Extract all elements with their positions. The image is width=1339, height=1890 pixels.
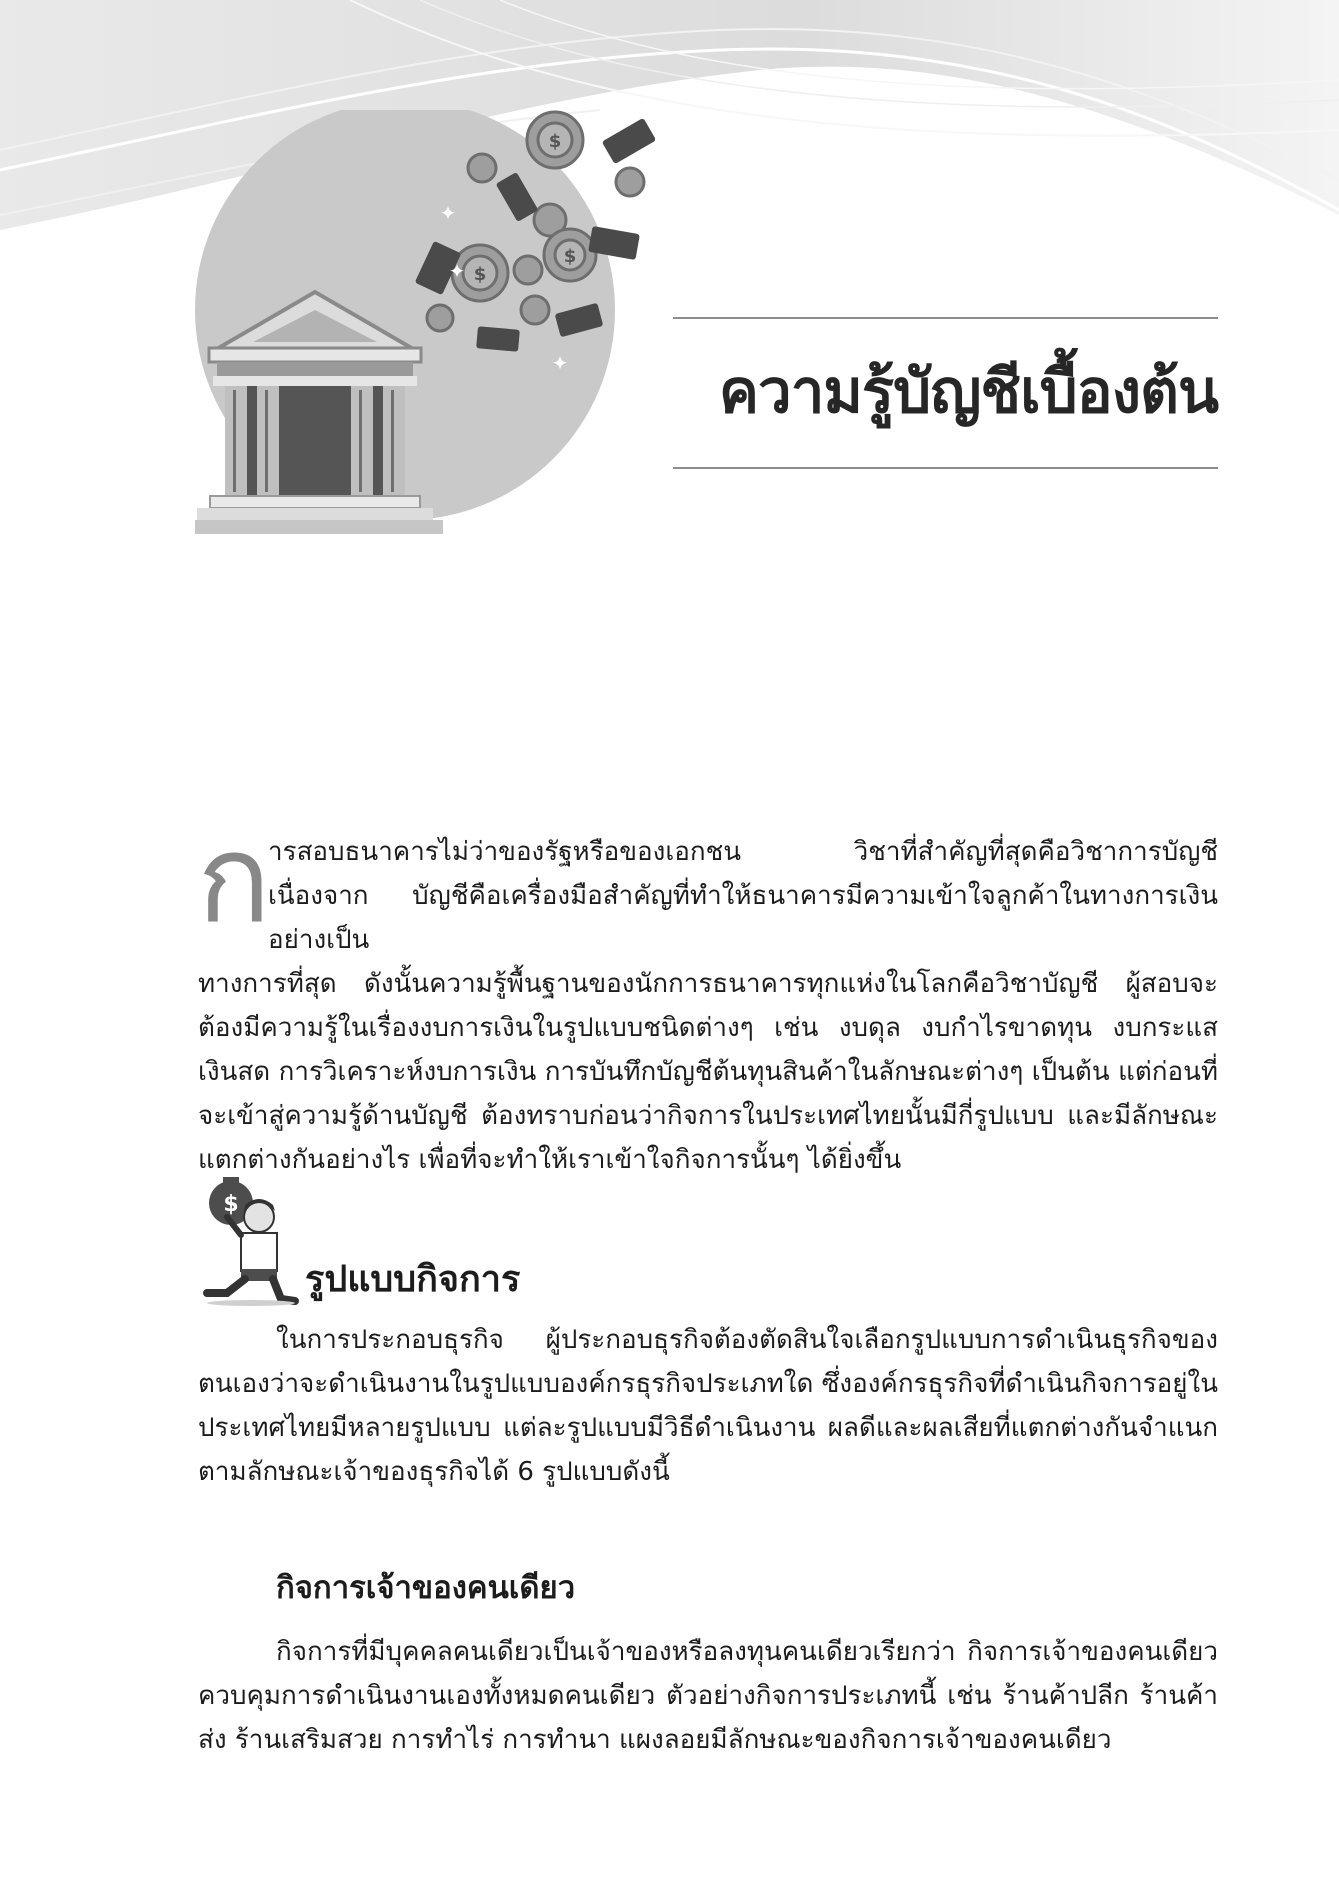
- sole-proprietorship-paragraph: กิจการที่มีบุคคลคนเดียวเป็นเจ้าของหรือลงทุนคนเดียวเรียกว่า กิจการเจ้าของคนเดียว ควบคุมการดำเนินงานเองทั้งหมดคนเดียว ตัวอย่างกิจการประเภทนี้ เช่น ร้านค้าปลีก ร้านค้าส่ง ร้านเสริมสวย การทำไร่ การทำนา แผงลอยมีลักษณะของกิจการเจ้าของคนเดียว: [198, 1637, 1218, 1755]
- intro-first-lines: ารสอบธนาคารไม่ว่าของรัฐหรือของเอกชน วิชาที่สำคัญที่สุดคือวิชาการบัญชี เนื่องจาก บัญชีคือเครื่องมือสำคัญที่ทำให้ธนาคารมีความเข้าใจลูกค้าในทางการเงินอย่างเป็น: [268, 837, 1218, 955]
- svg-text:$: $: [548, 131, 562, 152]
- intro-rest: ทางการที่สุด ดังนั้นความรู้พื้นฐานของนักการธนาคารทุกแห่งในโลกคือวิชาบัญชี ผู้สอบจะต้องมีความรู้ในเรื่องงบการเงินในรูปแบบชนิดต่างๆ เช่น งบดุล งบกำไรขาดทุน งบกระแสเงินสด การวิเคราะห์งบการเงิน การบันทึกบัญชีต้นทุนสินค้าในลักษณะต่างๆ เป็นต้น แต่ก่อนที่จะเข้าสู่ความรู้ด้านบัญชี ต้องทราบก่อนว่ากิจการในประเทศไทยนั้นมีกี่รูปแบบ และมีลักษณะแตกต่างกันอย่างไร เพื่อที่จะทำให้เราเข้าใจกิจการนั้นๆ ได้ยิ่งขึ้น: [198, 969, 1218, 1175]
- man-carrying-money-bag-icon: [197, 1175, 305, 1307]
- title-rule-bottom: [673, 467, 1218, 469]
- svg-text:$: $: [223, 1192, 239, 1217]
- chapter-title: ความรู้บัญชีเบื้องต้น: [718, 357, 1218, 427]
- svg-text:✦: ✦: [448, 259, 466, 283]
- bank-with-flying-money-icon: [195, 110, 655, 560]
- svg-text:✦: ✦: [551, 351, 569, 375]
- section-heading: รูปแบบกิจการ: [305, 1259, 521, 1300]
- title-rule-top: [673, 317, 1218, 319]
- business-types-paragraph: ในการประกอบธุรกิจ ผู้ประกอบธุรกิจต้องตัดสินใจเลือกรูปแบบการดำเนินธุรกิจของตนเองว่าจะดำเนินงานในรูปแบบองค์กรธุรกิจประเภทใด ซึ่งองค์กรธุรกิจที่ดำเนินกิจการอยู่ในประเทศไทยมีหลายรูปแบบ แต่ละรูปแบบมีวิธีดำเนินงาน ผลดีและผลเสียที่แตกต่างกันจำแนกตามลักษณะเจ้าของธุรกิจได้ 6 รูปแบบดังนี้: [198, 1325, 1218, 1487]
- svg-text:$: $: [563, 246, 577, 267]
- drop-cap: ก: [197, 808, 271, 950]
- svg-text:$: $: [473, 264, 487, 285]
- svg-text:✦: ✦: [439, 201, 457, 225]
- intro-paragraph: [198, 830, 1218, 1182]
- subsection-heading: กิจการเจ้าของคนเดียว: [276, 1570, 576, 1606]
